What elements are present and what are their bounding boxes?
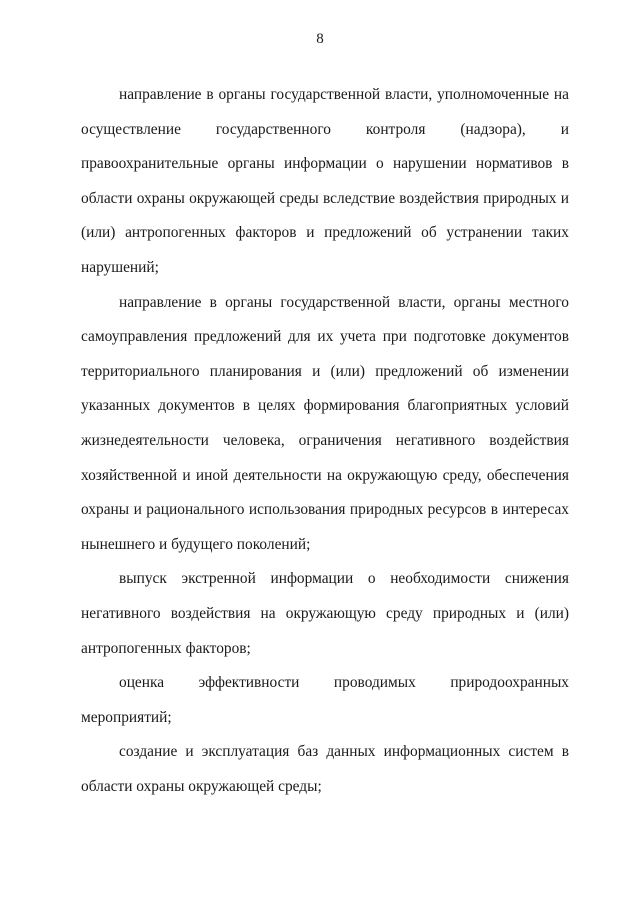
paragraph: направление в органы государственной власти, органы местного самоуправления предложений для их учета при подготовке документов территориального планирования и (или) предложений об изменении указанных документов в целях формирования благоприятных условий жизнедеятельности человека, ограничения негативного воздействия хозяйственной и иной деятельности на окружающую среду, обеспечения охраны и рационального использования природных ресурсов в интересах нынешнего и будущего поколений; [81, 293, 569, 553]
paragraph: создание и эксплуатация баз данных информационных систем в области охраны окружающей среды; [81, 743, 569, 795]
paragraph: выпуск экстренной информации о необходимости снижения негативного воздействия на окружающую среду природных и (или) антропогенных факторов; [81, 570, 569, 657]
paragraph: оценка эффективности проводимых природоохранных мероприятий; [81, 674, 569, 726]
page-number: 8 [316, 31, 324, 47]
document-body [81, 78, 569, 804]
paragraph: направление в органы государственной власти, уполномоченные на осуществление государственного контроля (надзора), и правоохранительные органы информации о нарушении нормативов в области охраны окружающей среды вследствие воздействия природных и (или) антропогенных факторов и предложений об устранении таких нарушений; [81, 86, 569, 276]
